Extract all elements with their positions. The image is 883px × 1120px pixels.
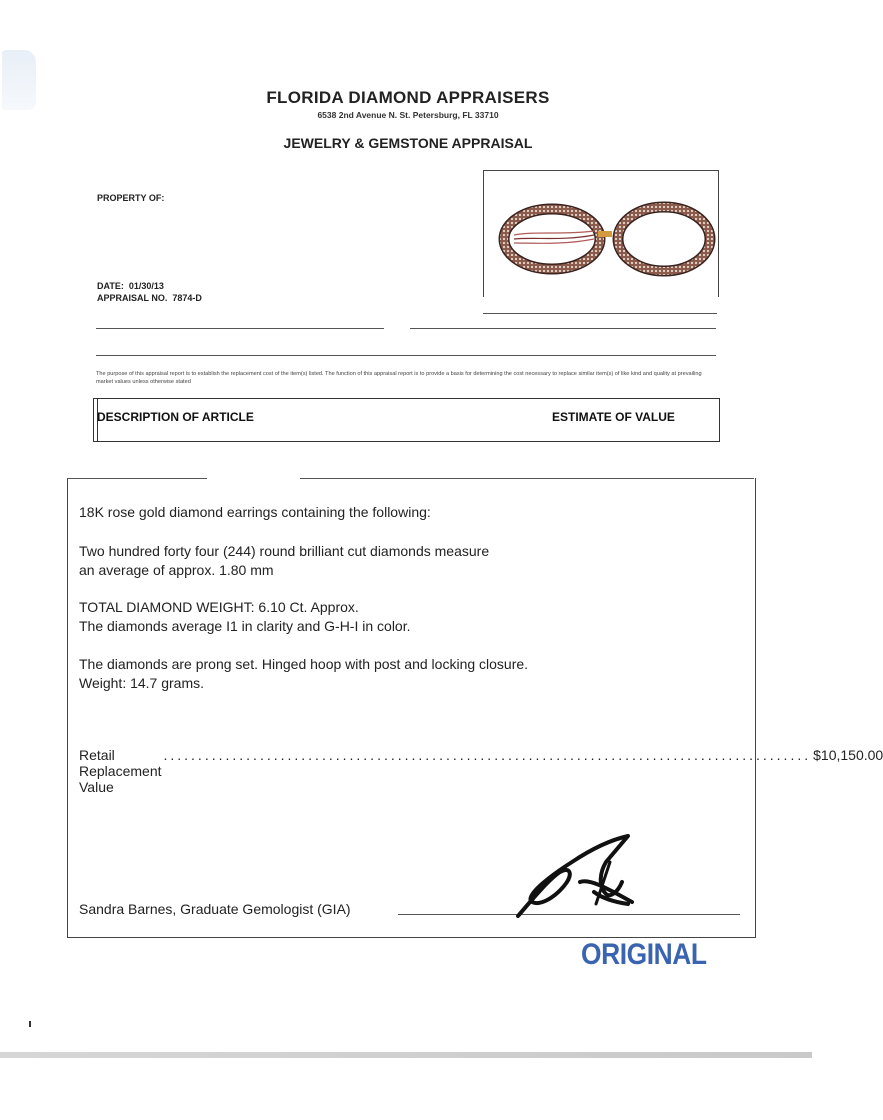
value-leader-dots: ..............................................................................................	[163, 747, 812, 763]
scan-edge	[0, 1052, 812, 1058]
purpose-statement: The purpose of this appraisal report is to establish the replacement cost of the item(s) listed. The function of this appraisal report is to provide a basis for determining the cost necessary to replace similar item(s) of like kind and quality at prevailing market values unless otherwise stated	[96, 371, 702, 385]
value-amount: $10,150.00	[813, 747, 883, 763]
signature-icon	[510, 832, 650, 924]
date-label: DATE:	[97, 281, 124, 291]
description-line: 18K rose gold diamond earrings containing the following:	[79, 504, 431, 520]
purpose-rule	[96, 355, 716, 356]
date-row	[97, 281, 164, 291]
company-name: FLORIDA DIAMOND APPRAISERS	[266, 88, 550, 107]
earrings-image-icon	[494, 201, 714, 281]
document-title: JEWELRY & GEMSTONE APPRAISAL	[283, 135, 533, 151]
description-header: DESCRIPTION OF ARTICLE	[97, 410, 254, 424]
original-stamp: ORIGINAL	[581, 938, 707, 971]
company-address: 6538 2nd Avenue N. St. Petersburg, FL 33710	[317, 110, 499, 120]
description-line: Weight: 14.7 grams.	[79, 675, 205, 691]
description-line: The diamonds average I1 in clarity and G-H-I in color.	[79, 618, 411, 634]
property-label: PROPERTY OF:	[97, 193, 165, 203]
earrings-photo	[483, 170, 719, 297]
scan-speck	[29, 1021, 31, 1027]
date-value: 01/30/13	[128, 281, 164, 291]
signature-rule-right	[410, 328, 716, 329]
value-row	[79, 747, 883, 795]
description-line: an average of approx. 1.80 mm	[79, 562, 274, 578]
description-line: TOTAL DIAMOND WEIGHT: 6.10 Ct. Approx.	[79, 599, 359, 615]
article-box-top-left	[67, 478, 207, 479]
appraisal-value: 7874-D	[172, 293, 202, 303]
appraisal-label: APPRAISAL NO.	[97, 293, 168, 303]
value-label: Retail Replacement Value	[79, 747, 162, 795]
description-line: The diamonds are prong set. Hinged hoop with post and locking closure.	[79, 656, 529, 672]
article-box-top-right	[300, 478, 754, 479]
description-line: Two hundred forty four (244) round brilliant cut diamonds measure	[79, 543, 490, 559]
photo-caption-rule	[483, 313, 717, 314]
estimate-header: ESTIMATE OF VALUE	[552, 410, 675, 424]
appraiser-name: Sandra Barnes, Graduate Gemologist (GIA)	[79, 901, 351, 917]
signature-rule-left	[96, 328, 384, 329]
appraisal-row	[97, 293, 202, 303]
